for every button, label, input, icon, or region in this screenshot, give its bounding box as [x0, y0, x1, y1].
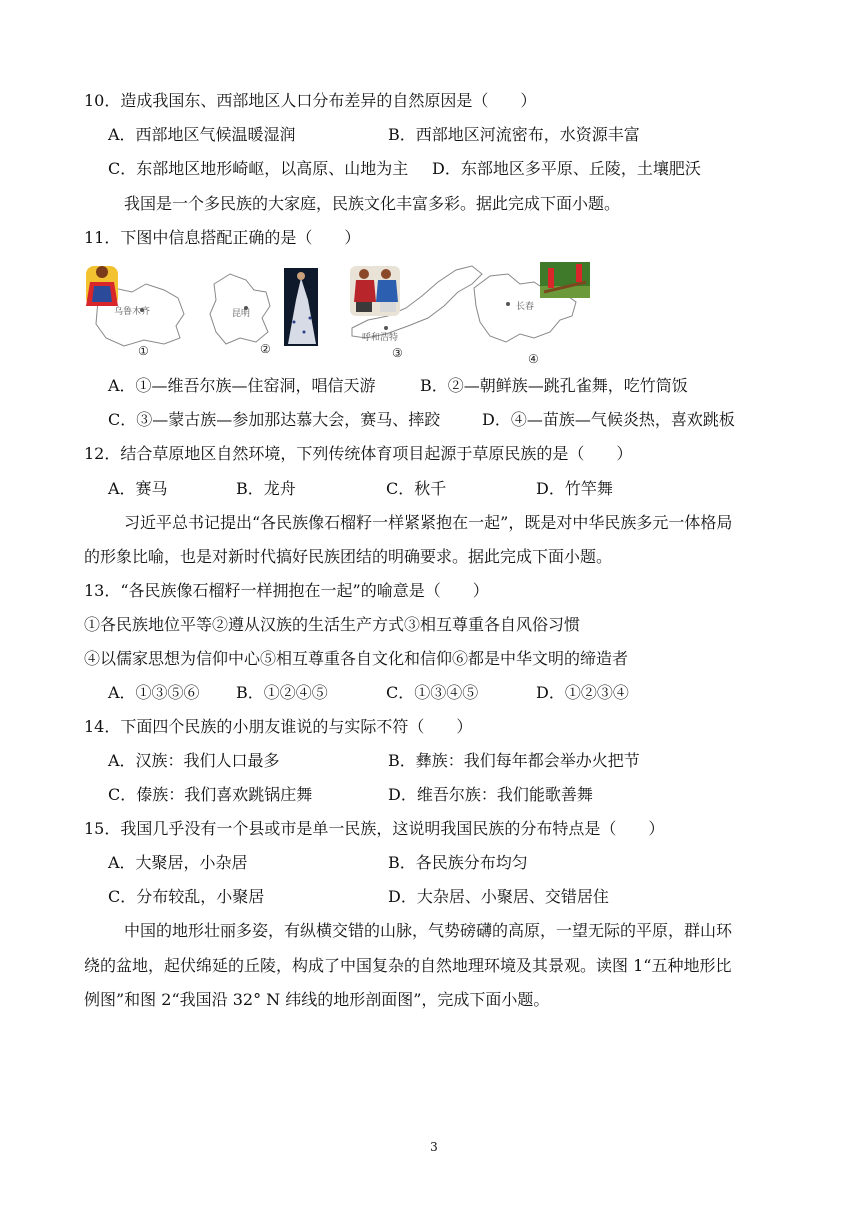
- intro-ethnic: 我国是一个多民族的大家庭，民族文化丰富多彩。据此完成下面小题。: [124, 194, 621, 213]
- q14-option-c: C．傣族：我们喜欢跳锅庄舞: [108, 785, 313, 804]
- q15-option-a: A．大聚居，小杂居: [108, 853, 248, 872]
- figure-1: [80, 262, 190, 362]
- figure-num-1: ①: [138, 344, 149, 358]
- q12-option-a: A．赛马: [108, 479, 168, 498]
- q11-option-a: A．①—维吾尔族—住窑洞，唱信天游: [108, 376, 376, 395]
- q10-stem: 10．造成我国东、西部地区人口分布差异的自然原因是（ ）: [84, 91, 537, 110]
- q15-option-c: C．分布较乱，小聚居: [108, 887, 265, 906]
- q10-option-a: A．西部地区气候温暖湿润: [108, 125, 296, 144]
- intro-unity-line1: 习近平总书记提出“各民族像石榴籽一样紧紧抱在一起”，既是对中华民族多元一体格局: [124, 513, 733, 532]
- jilin-map-outline: [472, 262, 612, 362]
- figure-3: [348, 262, 488, 362]
- intro-terrain-line1: 中国的地形壮丽多姿，有纵横交错的山脉，气势磅礴的高原，一望无际的平原，群山环: [124, 921, 733, 940]
- q15-option-b: B．各民族分布均匀: [388, 853, 528, 872]
- q13-items-line2: ④以儒家思想为信仰中心⑤相互尊重各自文化和信仰⑥都是中华文明的缔造者: [84, 649, 629, 668]
- figure-num-3: ③: [392, 346, 403, 360]
- q11-figures: [80, 262, 620, 366]
- q12-option-b: B．龙舟: [236, 479, 296, 498]
- q11-stem: 11．下图中信息搭配正确的是（ ）: [84, 228, 361, 247]
- inner-mongolia-map-outline: [348, 262, 488, 362]
- q14-stem: 14．下面四个民族的小朋友谁说的与实际不符（ ）: [84, 717, 473, 736]
- figure-4: [472, 262, 612, 366]
- figure-num-4: ④: [528, 352, 539, 366]
- q14-option-a: A．汉族：我们人口最多: [108, 751, 280, 770]
- q12-option-d: D．竹竿舞: [536, 479, 613, 498]
- page-number: 3: [430, 1140, 438, 1154]
- q13-option-c: C．①③④⑤: [386, 683, 479, 702]
- q14-option-b: B．彝族：我们每年都会举办火把节: [388, 751, 640, 770]
- q11-option-d: D．④—苗族—气候炎热，喜欢跳板: [482, 410, 735, 429]
- q13-option-d: D．①②③④: [536, 683, 629, 702]
- q12-option-c: C．秋千: [386, 479, 447, 498]
- figure-num-2: ②: [260, 342, 271, 356]
- q15-option-d: D．大杂居、小聚居、交错居住: [388, 887, 609, 906]
- q13-option-b: B．①②④⑤: [236, 683, 328, 702]
- q10-option-c: C．东部地区地形崎岖，以高原、山地为主: [108, 159, 409, 178]
- city-label-1: 乌鲁木齐: [114, 307, 151, 317]
- q13-items-line1: ①各民族地位平等②遵从汉族的生活生产方式③相互尊重各自风俗习惯: [84, 615, 581, 634]
- q14-option-d: D．维吾尔族：我们能歌善舞: [388, 785, 593, 804]
- q12-stem: 12．结合草原地区自然环境，下列传统体育项目起源于草原民族的是（ ）: [84, 444, 633, 463]
- figure-2: [208, 262, 318, 362]
- q10-option-d: D．东部地区多平原、丘陵，土壤肥沃: [432, 159, 701, 178]
- intro-terrain-line2: 绕的盆地，起伏绵延的丘陵，构成了中国复杂的自然地理环境及其景观。读图 1“五种地形比: [84, 956, 732, 975]
- q11-option-c: C．③—蒙古族—参加那达慕大会，赛马、摔跤: [108, 410, 441, 429]
- q13-stem: 13．“各民族像石榴籽一样拥抱在一起”的喻意是（ ）: [84, 581, 489, 600]
- q10-option-b: B．西部地区河流密布，水资源丰富: [388, 125, 640, 144]
- city-label-4: 长春: [516, 302, 535, 312]
- city-label-2: 昆明: [232, 309, 251, 319]
- intro-unity-line2: 的形象比喻，也是对新时代搞好民族团结的明确要求。据此完成下面小题。: [84, 547, 613, 566]
- q11-option-b: B．②—朝鲜族—跳孔雀舞，吃竹筒饭: [420, 376, 688, 395]
- intro-terrain-line3: 例图”和图 2“我国沿 32° N 纬线的地形剖面图”，完成下面小题。: [84, 990, 550, 1009]
- q13-option-a: A．①③⑤⑥: [108, 683, 200, 702]
- city-label-3: 呼和浩特: [362, 333, 399, 343]
- q15-stem: 15．我国几乎没有一个县或市是单一民族，这说明我国民族的分布特点是（ ）: [84, 819, 665, 838]
